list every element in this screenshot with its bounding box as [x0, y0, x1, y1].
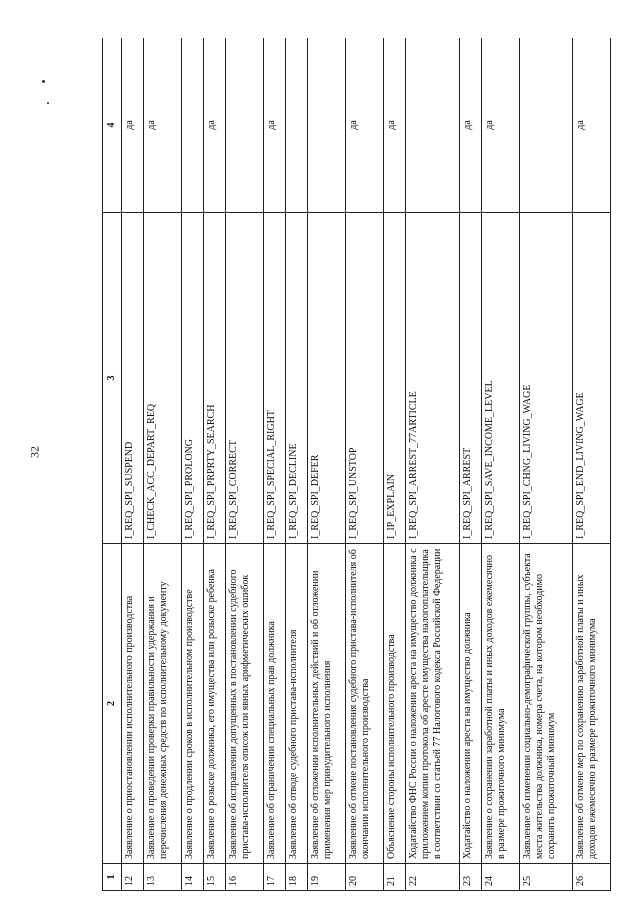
row-flag — [519, 38, 573, 213]
row-flag: да — [122, 38, 144, 213]
header-col-4: 4 — [103, 38, 122, 213]
row-code: I_REQ_SPI_SPECIAL_RIGHT — [264, 213, 286, 544]
row-name: Заявление о приостановлении исполнительного производства — [122, 544, 144, 864]
row-name: Заявление о розыске должника, его имущества или розыске ребенка — [204, 544, 226, 864]
row-flag: да — [459, 38, 481, 213]
table-row — [519, 38, 573, 891]
row-flag — [406, 38, 460, 213]
table-row — [264, 38, 286, 891]
table-row — [573, 38, 611, 891]
table-row — [144, 38, 182, 891]
row-code: I_REQ_SPI_END_LIVING_WAGE — [573, 213, 611, 544]
row-name: Заявление об ограничении специальных прав должника — [264, 544, 286, 864]
row-flag — [181, 38, 203, 213]
row-number: 24 — [481, 864, 519, 891]
row-number: 23 — [459, 864, 481, 891]
row-code: I_REQ_SPI_SUSPEND — [122, 213, 144, 544]
row-flag: да — [204, 38, 226, 213]
row-number: 19 — [308, 864, 346, 891]
row-number: 18 — [286, 864, 308, 891]
row-number: 16 — [226, 864, 264, 891]
row-number: 13 — [144, 864, 182, 891]
row-number: 20 — [346, 864, 384, 891]
row-name: Заявление об отложении исполнительных действий и об отложении применения мер принудительного исполнения — [308, 544, 346, 864]
table-row — [383, 38, 405, 891]
row-number: 17 — [264, 864, 286, 891]
row-code: I_REQ_SPI_CORRECT — [226, 213, 264, 544]
table-row — [226, 38, 264, 891]
table-row — [204, 38, 226, 891]
row-code: I_REQ_SPI_PROLONG — [181, 213, 203, 544]
row-name: Заявление об отводе судебного пристава-исполнителя — [286, 544, 308, 864]
row-number: 26 — [573, 864, 611, 891]
row-flag — [308, 38, 346, 213]
table-row — [481, 38, 519, 891]
table-row — [181, 38, 203, 891]
row-code: I_CHECK_ACC_DEPART_REQ — [144, 213, 182, 544]
row-code: I_REQ_SPI_DEFER — [308, 213, 346, 544]
table-header-row — [103, 38, 122, 891]
row-name: Заявление об исправлении допущенных в постановлении судебного пристава-исполнителя описок или явных арифметических ошибок — [226, 544, 264, 864]
header-col-1: 1 — [103, 864, 122, 891]
row-flag: да — [481, 38, 519, 213]
row-code: I_REQ_SPI_CHNG_LIVING_WAGE — [519, 213, 573, 544]
row-code: I_REQ_SPI_ARREST_77ARTICLE — [406, 213, 460, 544]
row-number: 22 — [406, 864, 460, 891]
header-col-3: 3 — [103, 213, 122, 544]
row-flag: да — [346, 38, 384, 213]
header-col-2: 2 — [103, 544, 122, 864]
row-number: 21 — [383, 864, 405, 891]
scan-speck — [47, 102, 49, 104]
row-name: Ходатайство ФНС России о наложении ареста на имущество должника с приложением копии протокола об аресте имущества налогоплательщика в соответствии со статьей 77 Налогового кодекса Российской Федерации — [406, 544, 460, 864]
rotated-table-area — [102, 38, 611, 891]
row-number: 15 — [204, 864, 226, 891]
table-row — [122, 38, 144, 891]
table-body — [122, 38, 611, 891]
row-number: 14 — [181, 864, 203, 891]
row-code: I_REQ_SPI_UNSTOP — [346, 213, 384, 544]
table-row — [286, 38, 308, 891]
row-number: 25 — [519, 864, 573, 891]
row-flag: да — [383, 38, 405, 213]
row-code: I_REQ_SPI_PRPRTY_SEARCH — [204, 213, 226, 544]
row-flag: да — [573, 38, 611, 213]
rotated-table-wrapper — [102, 38, 611, 891]
row-code: I_IP_EXPLAIN — [383, 213, 405, 544]
table-row — [459, 38, 481, 891]
row-name: Ходатайство о наложении ареста на имущество должника — [459, 544, 481, 864]
row-name: Заявление об отмене постановления судебного пристава-исполнителя об окончании исполнительного производства — [346, 544, 384, 864]
row-name: Заявление об отмене мер по сохранению заработной платы и иных доходов ежемесячно в размере прожиточного минимума — [573, 544, 611, 864]
row-code: I_REQ_SPI_SAVE_INCOME_LEVEL — [481, 213, 519, 544]
table-row — [308, 38, 346, 891]
requests-table — [102, 38, 611, 891]
row-flag: да — [264, 38, 286, 213]
row-code: I_REQ_SPI_ARREST — [459, 213, 481, 544]
table-row — [346, 38, 384, 891]
scan-speck — [42, 80, 45, 83]
row-name: Заявление о продлении сроков в исполнительном производстве — [181, 544, 203, 864]
row-number: 12 — [122, 864, 144, 891]
row-name: Заявление о сохранении заработной платы и иных доходов ежемесячно в размере прожиточного минимума — [481, 544, 519, 864]
row-name: Заявление об изменении социально-демографической группы, субъекта места жительства должника, номера счета, на котором необходимо сохранять прожиточный минимум — [519, 544, 573, 864]
table-row — [406, 38, 460, 891]
row-flag — [286, 38, 308, 213]
row-code: I_REQ_SPI_DECLINE — [286, 213, 308, 544]
row-name: Заявление о проведении проверки правильности удержания и перечисления денежных средств по исполнительному документу — [144, 544, 182, 864]
row-flag — [226, 38, 264, 213]
row-name: Объяснение стороны исполнительного производства — [383, 544, 405, 864]
row-flag: да — [144, 38, 182, 213]
